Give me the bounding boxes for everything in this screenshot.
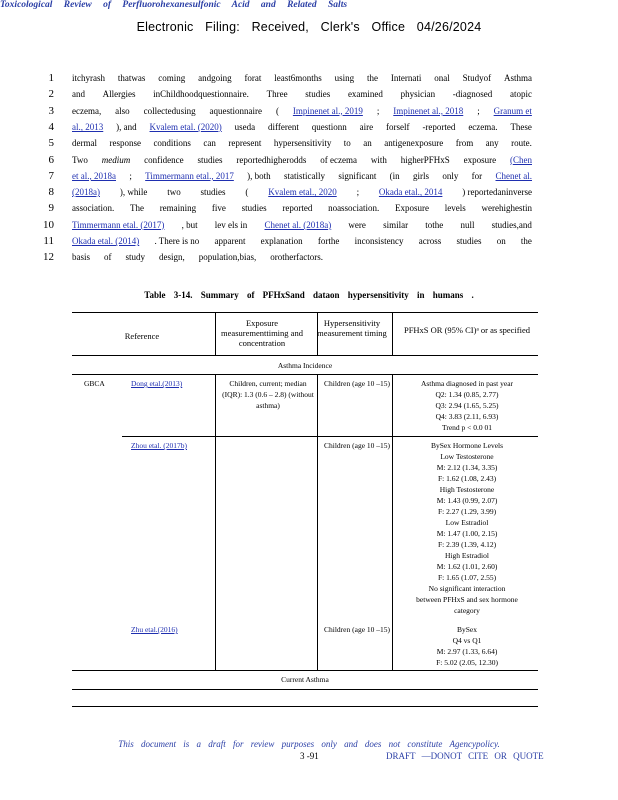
text-word: onal <box>434 73 450 83</box>
text-word: , but <box>181 219 198 230</box>
text-word: studies <box>456 236 482 246</box>
draft-disclaimer: This document is a draft for review purposes only and does not constitute Agencypolicy. <box>118 739 500 749</box>
citation-link[interactable]: (Chen <box>510 154 532 165</box>
column-divider <box>317 374 318 670</box>
line-number: 5 <box>48 137 54 150</box>
line-number: 1 <box>48 72 54 84</box>
text-word: werehighestin <box>481 203 532 214</box>
text-word: studies <box>305 89 331 100</box>
text-word: aquestionnaire <box>209 105 263 116</box>
text-line <box>0 203 618 217</box>
text-word: levels <box>444 203 466 214</box>
column-divider <box>392 374 393 670</box>
citation-link[interactable]: Kvalem etal. (2020) <box>149 121 222 132</box>
text-word: basis <box>72 252 90 263</box>
text-word: itchyrash <box>72 73 105 83</box>
line-number: 9 <box>48 202 54 215</box>
text-line <box>0 155 618 169</box>
header-rule <box>72 355 538 356</box>
citation-link[interactable]: Granum et <box>493 105 532 116</box>
text-word: were <box>348 219 366 230</box>
col-header-exposure: Exposure measurementtiming and concentration <box>221 318 303 348</box>
citation-link[interactable]: et al., 2018a <box>72 170 116 181</box>
text-word: atopic <box>509 89 532 100</box>
section-rule <box>72 670 538 671</box>
citation-link[interactable]: Okada etal., 2014 <box>378 187 443 198</box>
col-header-reference: Reference <box>124 331 160 341</box>
page-number: 3 -91 <box>300 751 319 761</box>
text-word: The <box>129 203 144 214</box>
line-number: 12 <box>43 251 54 264</box>
electronic-filing-stamp: Electronic Filing: Received, Clerk's Office 04/26/2024 <box>136 20 482 34</box>
text-word: eczema, <box>72 105 102 116</box>
header-divider <box>215 313 216 355</box>
text-word: across <box>418 236 442 246</box>
text-word: inconsistency <box>354 236 404 246</box>
text-word: Three <box>266 89 288 100</box>
text-word: study <box>125 252 146 263</box>
header-divider <box>392 313 393 355</box>
col-header-or: PFHxS OR (95% CI)ᵃ or as specified <box>403 325 531 335</box>
text-line <box>0 138 618 152</box>
citation-link[interactable]: Impinenet al., 2019 <box>292 105 363 116</box>
section-rule <box>72 689 538 690</box>
table-caption: Table 3-14. Summary of PFHxSand dataon hypersensitivity in humans . <box>144 290 474 300</box>
text-line <box>0 236 618 250</box>
result-line: F: 1.65 (1.07, 2.55) <box>437 573 497 582</box>
text-word: remaining <box>159 203 197 214</box>
text-word: -reported <box>422 121 456 132</box>
citation-link[interactable]: Timmermann etal. (2017) <box>72 219 165 230</box>
section-asthma-incidence: Asthma Incidence <box>277 361 333 370</box>
text-word: medium <box>101 154 131 165</box>
text-word: statistically <box>284 170 325 181</box>
result-line: Q4 vs Q1 <box>452 636 482 645</box>
line-number: 6 <box>48 153 54 166</box>
text-word: coming <box>158 73 186 83</box>
text-line <box>0 89 618 103</box>
result-line: Q4: 3.83 (2.11, 6.93) <box>435 412 499 421</box>
text-word: thatwas <box>117 73 146 83</box>
text-word: ), both <box>247 170 271 181</box>
result-line: BySex Hormone Levels <box>430 441 504 450</box>
result-line: M: 1.47 (1.00, 2.15) <box>436 529 498 538</box>
result-line: Q3: 2.94 (1.65, 5.25) <box>435 401 499 410</box>
result-line: M: 2.97 (1.33, 6.64) <box>436 647 498 656</box>
result-line: Asthma diagnosed in past year <box>420 379 514 388</box>
citation-link[interactable]: Impinenet al., 2018 <box>393 105 464 116</box>
hypersensitivity-cell: Children (age 10 –15) <box>324 625 391 634</box>
text-word: noassociation. <box>328 203 380 214</box>
citation-link[interactable]: Chenet al. <box>495 170 532 181</box>
text-word: eczema. <box>468 121 498 132</box>
text-line <box>0 171 618 185</box>
line-number: 11 <box>43 235 54 247</box>
text-word: the <box>520 236 532 246</box>
col-header-hypersensitivity: Hypersensitivity measurement timing <box>317 318 387 338</box>
text-word: collectedusing <box>143 105 196 116</box>
text-word: Allergies <box>102 89 136 100</box>
text-word: Two <box>72 154 88 165</box>
section-rule <box>72 374 538 375</box>
text-word: and <box>72 89 85 100</box>
text-word: higherPFHxS <box>400 154 450 165</box>
citation-link[interactable]: al., 2013 <box>72 121 104 132</box>
text-word: -diagnosed <box>452 89 493 100</box>
text-word: studies,and <box>491 219 532 230</box>
text-word: from <box>455 138 474 149</box>
text-word: physician <box>400 89 436 100</box>
text-word: similar <box>383 219 409 230</box>
text-word: ( <box>275 105 279 116</box>
text-line <box>0 122 618 136</box>
text-word: ; <box>129 170 132 181</box>
text-word: Studyof <box>462 73 492 83</box>
hypersensitivity-cell: Children (age 10 –15) <box>324 379 391 388</box>
text-word: with <box>370 154 387 165</box>
text-word: ( <box>245 187 249 198</box>
result-cell <box>402 378 532 433</box>
result-cell <box>402 624 532 668</box>
text-word: of <box>104 252 112 263</box>
text-word: can <box>203 138 216 149</box>
draft-notice: DRAFT —DONOT CITE OR QUOTE <box>386 751 544 761</box>
text-word: population,bias, <box>198 252 257 263</box>
text-word: reported <box>282 203 313 214</box>
header-divider <box>317 313 318 355</box>
line-number: 4 <box>48 120 54 133</box>
text-word: also <box>115 105 130 116</box>
text-word: . There is no <box>154 236 200 246</box>
reference-link-zhou[interactable]: Zhou etal. (2017b) <box>131 441 188 450</box>
result-line: Low Testosterone <box>440 452 494 461</box>
result-line: No significant interaction <box>428 584 506 593</box>
text-word: forat <box>244 73 262 83</box>
text-word: the <box>367 73 379 83</box>
text-word: lev els in <box>214 219 248 230</box>
result-line: Trend p < 0.0 01 <box>442 423 492 432</box>
result-line: M: 1.62 (1.01, 2.60) <box>436 562 498 571</box>
text-word: any <box>485 138 499 149</box>
result-line: High Estradiol <box>445 551 489 560</box>
text-word: ) reportedaninverse <box>462 187 532 198</box>
text-word: orotherfactors. <box>270 252 323 263</box>
citation-link[interactable]: Chenet al. (2018a) <box>264 219 332 230</box>
text-word: represent <box>228 138 262 149</box>
text-word: These <box>510 121 532 132</box>
text-word: null <box>460 219 475 230</box>
reference-link-zhu[interactable]: Zhu etal.(2016) <box>131 625 178 634</box>
result-line: BySex <box>456 625 477 634</box>
text-word: using <box>334 73 355 83</box>
text-word: examined <box>347 89 383 100</box>
text-word: apparent <box>214 236 246 246</box>
citation-link[interactable]: Okada etal. (2014) <box>72 236 140 246</box>
text-word: Internati <box>390 73 422 83</box>
text-line <box>0 220 618 234</box>
text-word: on <box>496 236 506 246</box>
section-current-asthma: Current Asthma <box>281 675 329 684</box>
result-cell <box>402 440 532 616</box>
text-word: different <box>268 121 299 132</box>
text-word: only <box>442 170 459 181</box>
text-word: conditions <box>153 138 191 149</box>
text-word: (in <box>389 170 400 181</box>
text-word: useda <box>234 121 256 132</box>
line-number: 7 <box>48 169 54 182</box>
text-word: studies <box>200 187 226 198</box>
text-word: studies <box>197 154 223 165</box>
text-word: ), and <box>116 121 137 132</box>
result-line: between PFHxS and sex hormone <box>416 595 518 604</box>
text-word: ; <box>376 105 380 116</box>
hypersensitivity-cell: Children (age 10 –15) <box>324 441 391 450</box>
result-line: M: 1.43 (0.99, 2.07) <box>436 496 498 505</box>
citation-link[interactable]: (2018a) <box>72 187 100 198</box>
text-word: andgoing <box>198 73 232 83</box>
result-line: Low Estradiol <box>445 518 489 527</box>
text-line <box>0 187 618 201</box>
text-word: route. <box>511 138 532 149</box>
text-line <box>0 73 618 87</box>
text-word: Asthma <box>503 73 532 83</box>
study-group: GBCA <box>84 379 105 388</box>
text-word: confidence <box>144 154 184 165</box>
text-word: design, <box>159 252 185 263</box>
result-line: F: 1.62 (1.08, 2.43) <box>437 474 497 483</box>
text-word: an <box>363 138 372 149</box>
text-word: two <box>167 187 181 198</box>
text-word: Exposure <box>395 203 430 214</box>
text-line <box>0 252 618 266</box>
column-divider <box>215 374 216 670</box>
text-line <box>0 106 618 120</box>
text-word: for <box>471 170 483 181</box>
line-number: 8 <box>48 186 54 199</box>
text-word: response <box>109 138 141 149</box>
text-word: least6months <box>274 73 322 83</box>
line-number: 10 <box>43 218 54 231</box>
citation-link[interactable]: Timmermann etal., 2017 <box>145 170 234 181</box>
text-word: association. <box>72 203 115 214</box>
citation-link[interactable]: Kvalem etal., 2020 <box>268 187 337 198</box>
line-number: 2 <box>48 88 54 101</box>
running-head: Toxicological Review of Perfluorohexanesulfonic Acid and Related Salts <box>0 0 348 10</box>
line-number: 3 <box>48 104 54 117</box>
text-word: forself <box>386 121 410 132</box>
text-word: significant <box>338 170 377 181</box>
text-word: ; <box>356 187 360 198</box>
text-word: forthe <box>317 236 340 246</box>
text-word: of eczema <box>320 154 357 165</box>
result-line: F: 2.39 (1.39, 4.12) <box>437 540 497 549</box>
text-word: ), while <box>119 187 148 198</box>
exposure-cell: Children, current; median (IQR): 1.3 (0.6 – 2.8) (without asthma) <box>222 379 314 410</box>
text-word: explanation <box>260 236 303 246</box>
text-word: five <box>211 203 226 214</box>
text-word: reportedhigherodds <box>236 154 307 165</box>
text-word: aire <box>359 121 374 132</box>
result-line: High Testosterone <box>439 485 495 494</box>
result-line: Q2: 1.34 (0.85, 2.77) <box>435 390 499 399</box>
summary-table <box>72 312 538 707</box>
text-word: inChildhoodquestionnaire. <box>153 89 249 100</box>
result-line: F: 5.02 (2.05, 12.30) <box>436 658 498 667</box>
text-word: ; <box>477 105 480 116</box>
result-line: M: 2.12 (1.34, 3.35) <box>436 463 498 472</box>
text-word: questionn <box>311 121 347 132</box>
text-word: exposure <box>463 154 497 165</box>
row-rule <box>122 436 538 437</box>
result-line: F: 2.27 (1.29, 3.99) <box>437 507 497 516</box>
text-word: studies <box>241 203 267 214</box>
text-word: to <box>343 138 351 149</box>
result-line: category <box>454 606 480 615</box>
text-word: hypersensitivity <box>273 138 332 149</box>
reference-link-dong[interactable]: Dong etal.(2013) <box>131 379 183 388</box>
text-word: dermal <box>72 138 97 149</box>
text-word: tothe <box>425 219 444 230</box>
text-word: antigenexposure <box>384 138 444 149</box>
text-word: girls <box>412 170 429 181</box>
